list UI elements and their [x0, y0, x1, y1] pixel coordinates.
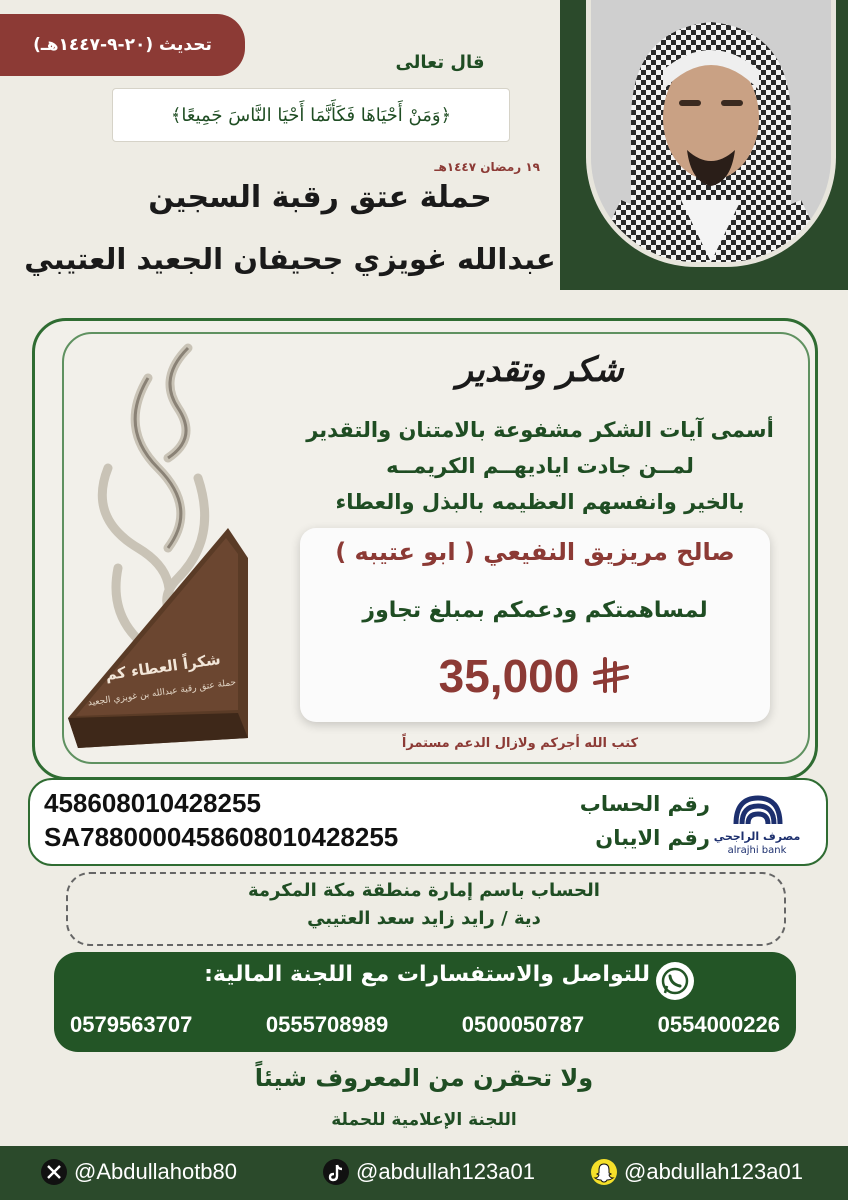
motto: ولا تحقرن من المعروف شيئاً [254, 1064, 594, 1092]
thanks-line-2: لمــن جادت اياديهــم الكريمــه [386, 454, 694, 478]
contact-heading: للتواصل والاستفسارات مع اللجنة المالية: [204, 962, 650, 987]
tiktok-icon [322, 1158, 350, 1186]
snapchat-icon [590, 1158, 618, 1186]
phone-number[interactable]: 0500050787 [461, 1012, 585, 1037]
social-x[interactable] [40, 1156, 237, 1188]
account-holder-line-2: دية / رايد زايد سعد العتيبي [307, 908, 541, 929]
trophy-text-main: شكراً العطاء كم [104, 650, 222, 684]
iban-number[interactable]: SA7880000458608010428255 [44, 822, 399, 852]
phone-number[interactable]: 0555708989 [265, 1012, 389, 1037]
campaign-date: ١٩ رمضان ١٤٤٧هـ [434, 160, 540, 174]
bank-name-en: alrajhi bank [727, 845, 787, 856]
prisoner-photo [586, 0, 836, 267]
thanks-line-1: أسمى آيات الشكر مشفوعة بالامتنان والتقدير [306, 418, 774, 442]
donor-name: صالح مريزيق النفيعي ( ابو عتيبه ) [335, 538, 735, 566]
account-number-label: رقم الحساب [579, 792, 710, 816]
bank-name-ar: مصرف الراجحي [713, 830, 801, 843]
prisoner-name: عبدالله غويزي جحيفان الجعيد العتيبي [24, 242, 556, 276]
trophy-illustration [48, 318, 268, 768]
verse-box [112, 88, 510, 142]
phone-list [60, 1012, 790, 1038]
social-snapchat[interactable] [590, 1156, 803, 1188]
blessing-text: كتب الله أجركم ولازال الدعم مستمراً [401, 736, 639, 751]
update-label: تحديث (٢٠-٩-١٤٤٧هـ) [33, 35, 212, 55]
thanks-heading: شكر وتقدير [456, 350, 624, 390]
x-icon [40, 1158, 68, 1186]
campaign-title: حملة عتق رقبة السجين [148, 180, 492, 215]
social-tiktok[interactable] [322, 1156, 535, 1188]
thanks-message [262, 412, 818, 520]
account-number[interactable]: 458608010428255 [44, 788, 261, 818]
quran-verse: ﴿وَمَنْ أَحْيَاهَا فَكَأَنَّمَا أَحْيَا النَّاسَ جَمِيعًا﴾ [170, 104, 452, 126]
prisoner-photo-frame [560, 0, 848, 290]
media-committee: اللجنة الإعلامية للحملة [331, 1110, 517, 1130]
thanks-line-3: بالخير وانفسهم العظيمه بالبذل والعطاء [335, 490, 745, 514]
trophy-text-sub: حملة عتق رقبة عبدالله بن غويزي الجعيد [87, 677, 237, 709]
iban-label: رقم الايبان [595, 826, 710, 850]
tiktok-handle: @abdullah123a01 [356, 1159, 535, 1184]
verse-intro: قال تعالى [395, 52, 485, 73]
update-badge [0, 14, 245, 76]
phone-number[interactable]: 0554000226 [657, 1012, 780, 1037]
riyal-icon [591, 657, 631, 695]
account-holder-line-1: الحساب باسم إمارة منطقة مكة المكرمة [248, 880, 600, 901]
portrait-illustration [591, 0, 831, 262]
amount-value: 35,000 [438, 650, 580, 702]
phone-number[interactable]: 0579563707 [70, 1012, 193, 1037]
snapchat-handle: @abdullah123a01 [624, 1159, 803, 1184]
trophy-image [48, 318, 268, 768]
donation-amount [300, 646, 770, 706]
whatsapp-icon[interactable] [654, 960, 696, 1002]
contribution-text: لمساهمتكم ودعمكم بمبلغ تجاوز [362, 598, 708, 623]
x-handle: @Abdullahotb80 [74, 1159, 238, 1184]
